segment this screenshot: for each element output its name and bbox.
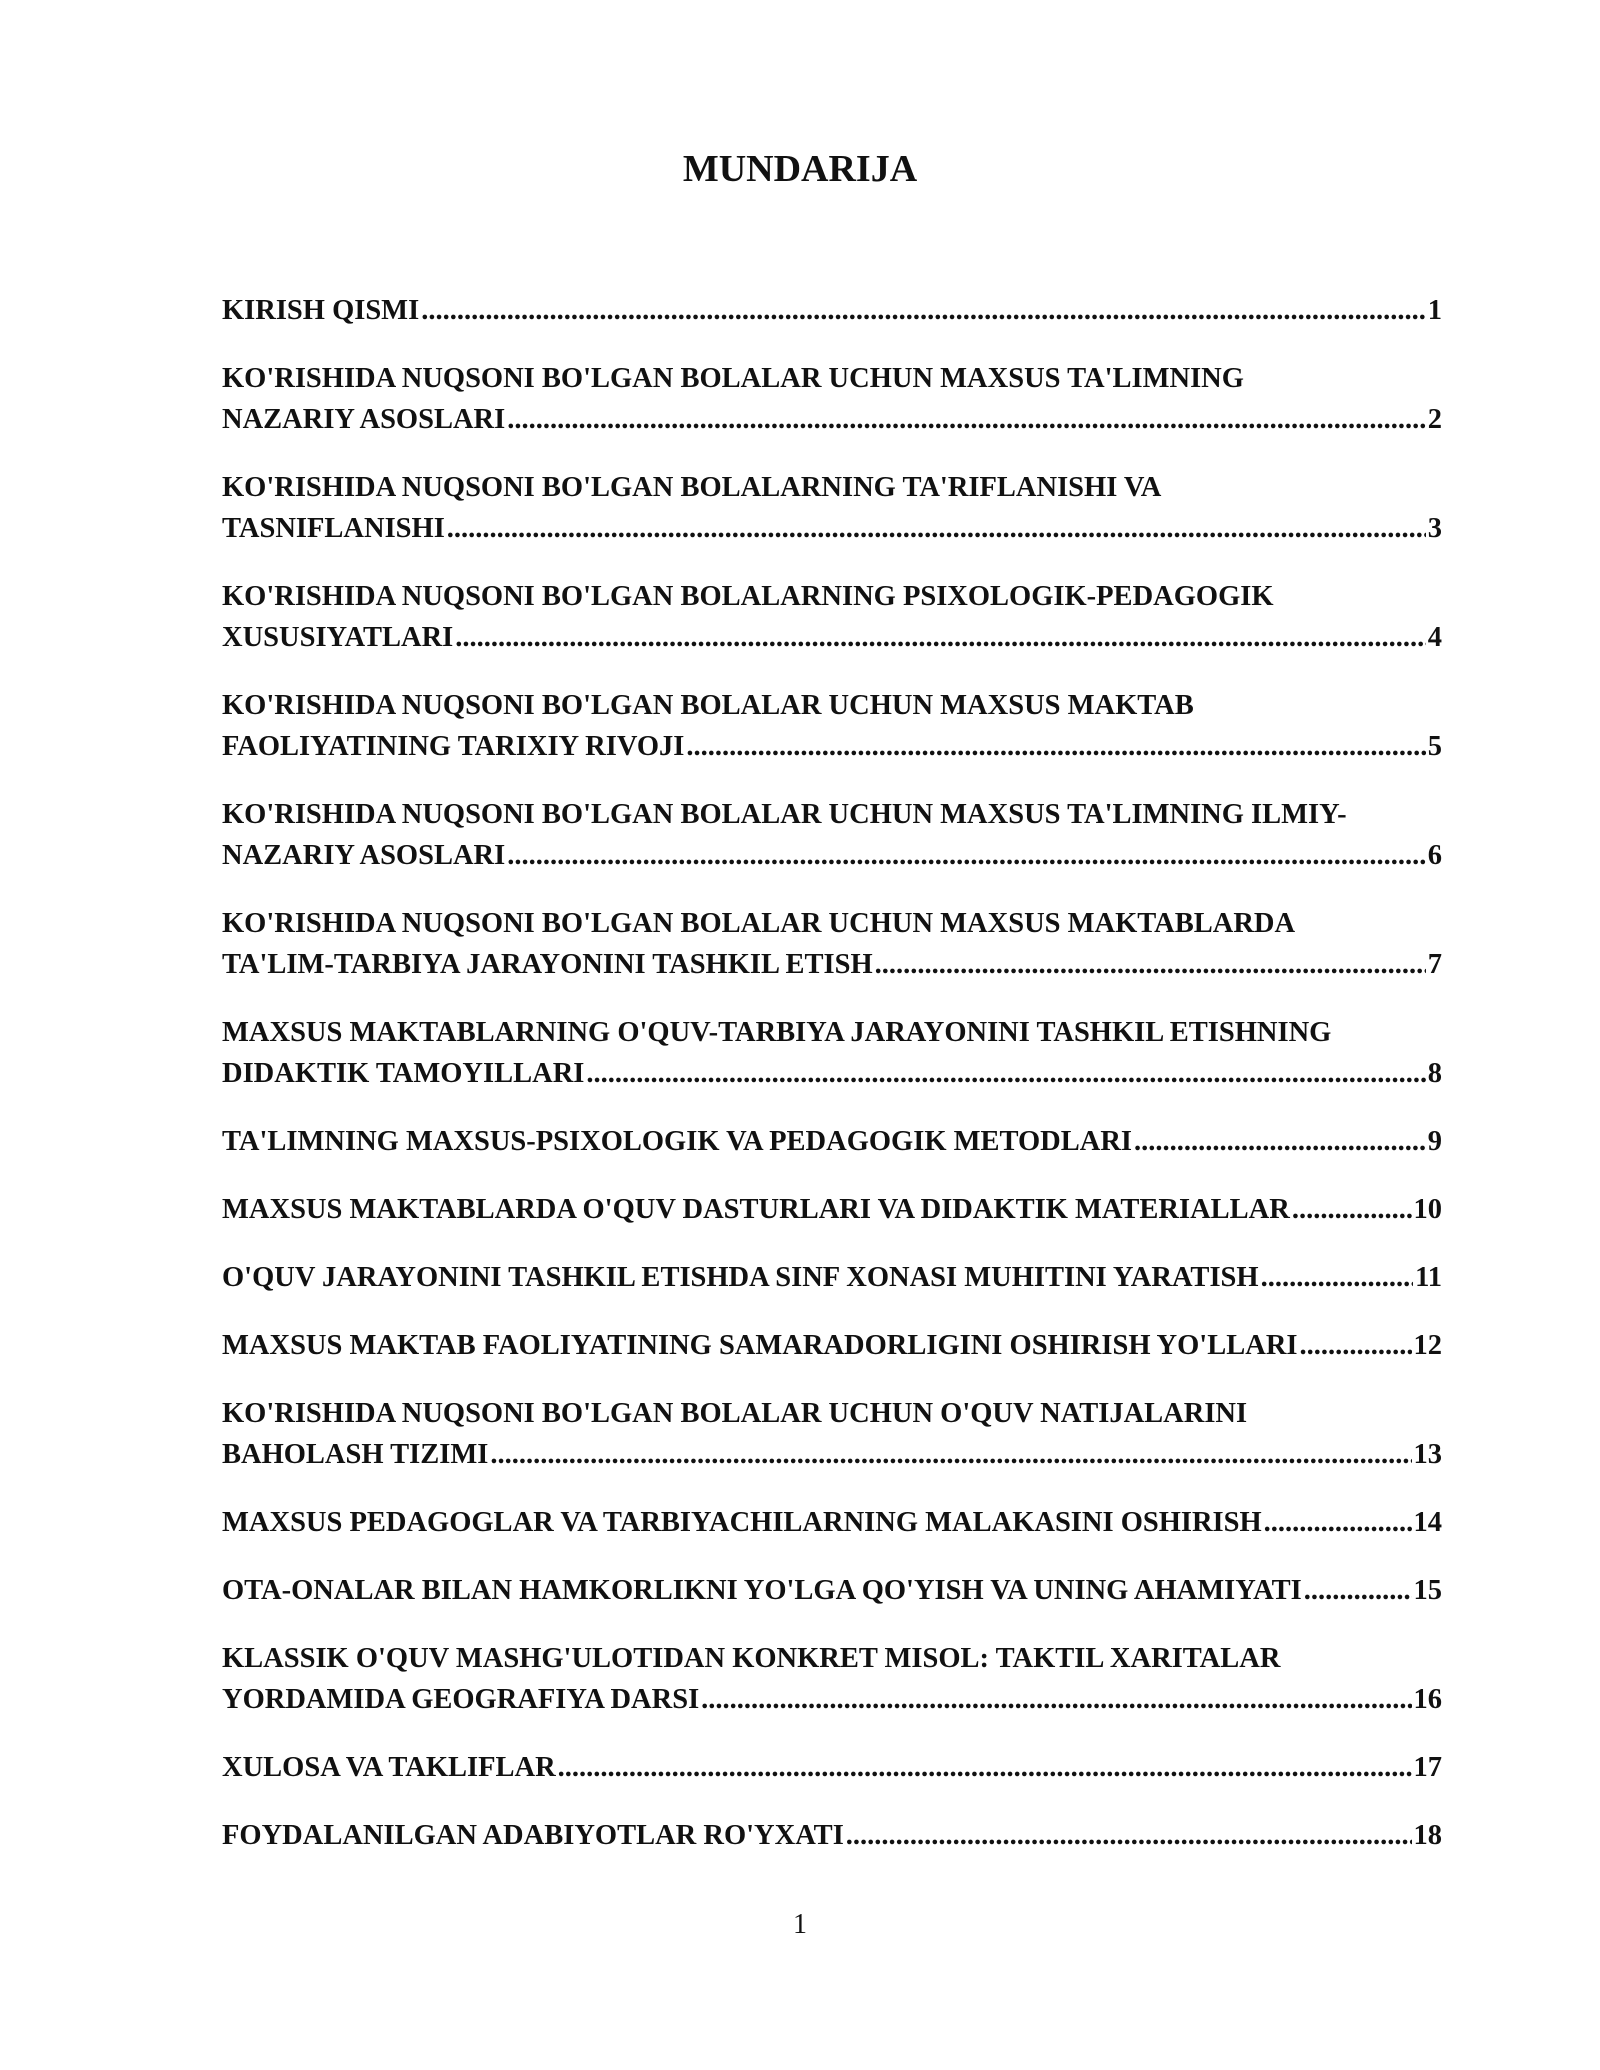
toc-entry-title-line: KO'RISHIDA NUQSONI BO'LGAN BOLALAR UCHUN O'QUV NATIJALARINI: [222, 1398, 1248, 1429]
toc-entry[interactable]: [222, 467, 1442, 549]
toc-entry-page: 13: [1413, 1439, 1442, 1470]
toc-entry-page: 4: [1427, 622, 1442, 653]
toc-entry-page: 5: [1427, 731, 1442, 762]
toc-entry[interactable]: [222, 1121, 1442, 1162]
toc-leader-dots: [1264, 1502, 1412, 1543]
toc-entry-title-line: KO'RISHIDA NUQSONI BO'LGAN BOLALAR UCHUN MAXSUS MAKTABLARDA: [222, 908, 1296, 939]
toc-entry-title-line: KO'RISHIDA NUQSONI BO'LGAN BOLALAR UCHUN MAXSUS TA'LIMNING: [222, 363, 1244, 394]
toc-entry-line: [222, 290, 1442, 331]
toc-entry-title: BAHOLASH TIZIMI: [222, 1439, 489, 1470]
toc-entry-line: [222, 1815, 1442, 1856]
toc-leader-dots: [586, 1053, 1425, 1094]
toc-entry-title: NAZARIY ASOSLARI: [222, 404, 506, 435]
toc-entry-page: 3: [1427, 513, 1442, 544]
toc-entry[interactable]: [222, 1570, 1442, 1611]
toc-entry-line: [222, 726, 1442, 767]
toc-entry-page: 14: [1413, 1507, 1442, 1538]
toc-entry[interactable]: [222, 794, 1442, 876]
toc-entry[interactable]: [222, 1638, 1442, 1720]
toc-entry-page: 17: [1413, 1752, 1442, 1783]
toc-leader-dots: [421, 290, 1426, 331]
toc-entry-title: KIRISH QISMI: [222, 295, 420, 326]
toc-leader-dots: [447, 508, 1426, 549]
toc-entry-title: TASNIFLANISHI: [222, 513, 445, 544]
page-title: MUNDARIJA: [682, 148, 918, 190]
toc-entry-line: [222, 508, 1442, 549]
toc-entry-title: OTA-ONALAR BILAN HAMKORLIKNI YO'LGA QO'YISH VA UNING AHAMIYATI: [222, 1575, 1302, 1606]
toc-leader-dots: [1304, 1570, 1412, 1611]
toc-entry-page: 8: [1427, 1058, 1442, 1089]
toc-entry-title: XUSUSIYATLARI: [222, 622, 454, 653]
toc-entry-line: [222, 617, 1442, 658]
page-number: 1: [793, 1909, 807, 1940]
toc-leader-dots: [507, 399, 1426, 440]
toc-entry[interactable]: [222, 1325, 1442, 1366]
toc-entry[interactable]: [222, 576, 1442, 658]
toc-entry[interactable]: [222, 685, 1442, 767]
toc-entry-line: [222, 1121, 1442, 1162]
toc-leader-dots: [875, 944, 1426, 985]
toc-entry[interactable]: [222, 1189, 1442, 1230]
toc-entry-page: 10: [1413, 1194, 1442, 1225]
toc-entry-title-line: KO'RISHIDA NUQSONI BO'LGAN BOLALARNING TA'RIFLANISHI VA: [222, 472, 1162, 503]
toc-entry-line: [222, 1053, 1442, 1094]
toc-entry-title: FAOLIYATINING TARIXIY RIVOJI: [222, 731, 685, 762]
toc-entry-line: [222, 1189, 1442, 1230]
toc-entry-page: 7: [1427, 949, 1442, 980]
toc-entry-title-line: KO'RISHIDA NUQSONI BO'LGAN BOLALARNING PSIXOLOGIK-PEDAGOGIK: [222, 581, 1274, 612]
toc-entry[interactable]: [222, 1257, 1442, 1298]
toc-entry-line: [222, 1570, 1442, 1611]
toc-entry-title: TA'LIM-TARBIYA JARAYONINI TASHKIL ETISH: [222, 949, 873, 980]
toc-leader-dots: [490, 1434, 1411, 1475]
toc-leader-dots: [558, 1747, 1412, 1788]
toc-entry-title-line: KLASSIK O'QUV MASHG'ULOTIDAN KONKRET MISOL: TAKTIL XARITALAR: [222, 1643, 1281, 1674]
toc-entry-title: NAZARIY ASOSLARI: [222, 840, 506, 871]
toc-entry-page: 15: [1413, 1575, 1442, 1606]
toc-entry-page: 9: [1427, 1126, 1442, 1157]
toc-leader-dots: [455, 617, 1426, 658]
toc-entry-page: 11: [1415, 1262, 1442, 1293]
toc-entry-line: [222, 1325, 1442, 1366]
toc-entry-page: 1: [1427, 295, 1442, 326]
toc-entry[interactable]: [222, 290, 1442, 331]
toc-entry-title-line: KO'RISHIDA NUQSONI BO'LGAN BOLALAR UCHUN MAXSUS MAKTAB: [222, 690, 1194, 721]
toc-entry-title: MAXSUS MAKTABLARDA O'QUV DASTURLARI VA DIDAKTIK MATERIALLAR: [222, 1194, 1290, 1225]
toc-entry[interactable]: [222, 358, 1442, 440]
toc-entry-title: MAXSUS MAKTAB FAOLIYATINING SAMARADORLIGINI OSHIRISH YO'LLARI: [222, 1330, 1298, 1361]
toc-entry-page: 16: [1413, 1684, 1442, 1715]
toc-leader-dots: [846, 1815, 1412, 1856]
toc-entry-line: [222, 1679, 1442, 1720]
toc-entry-page: 18: [1413, 1820, 1442, 1851]
toc-leader-dots: [1134, 1121, 1426, 1162]
toc-leader-dots: [1261, 1257, 1414, 1298]
toc-entry-page: 6: [1427, 840, 1442, 871]
toc-entry-page: 2: [1427, 404, 1442, 435]
toc-entry-page: 12: [1413, 1330, 1442, 1361]
toc-entry-title: FOYDALANILGAN ADABIYOTLAR RO'YXATI: [222, 1820, 844, 1851]
toc-entry[interactable]: [222, 1012, 1442, 1094]
toc-entry-title: TA'LIMNING MAXSUS-PSIXOLOGIK VA PEDAGOGIK METODLARI: [222, 1126, 1133, 1157]
toc-entry[interactable]: [222, 1747, 1442, 1788]
toc-leader-dots: [1292, 1189, 1412, 1230]
toc-leader-dots: [701, 1679, 1411, 1720]
toc-entry-title: XULOSA VA TAKLIFLAR: [222, 1752, 556, 1783]
toc-entry-title-line: KO'RISHIDA NUQSONI BO'LGAN BOLALAR UCHUN MAXSUS TA'LIMNING ILMIY-: [222, 799, 1347, 830]
toc-leader-dots: [1300, 1325, 1412, 1366]
toc-entry[interactable]: [222, 1815, 1442, 1856]
toc-entry-title: MAXSUS PEDAGOGLAR VA TARBIYACHILARNING MALAKASINI OSHIRISH: [222, 1507, 1262, 1538]
toc-entry-line: [222, 944, 1442, 985]
toc-entry-line: [222, 399, 1442, 440]
toc-entry-title: DIDAKTIK TAMOYILLARI: [222, 1058, 585, 1089]
toc-entry-line: [222, 1747, 1442, 1788]
toc-entry-title-line: MAXSUS MAKTABLARNING O'QUV-TARBIYA JARAYONINI TASHKIL ETISHNING: [222, 1017, 1332, 1048]
table-of-contents: [222, 290, 1462, 1883]
toc-entry-line: [222, 1257, 1442, 1298]
toc-entry-title: YORDAMIDA GEOGRAFIYA DARSI: [222, 1684, 700, 1715]
toc-entry[interactable]: [222, 1393, 1442, 1475]
toc-entry[interactable]: [222, 903, 1442, 985]
toc-leader-dots: [686, 726, 1425, 767]
toc-entry-title: O'QUV JARAYONINI TASHKIL ETISHDA SINF XONASI MUHITINI YARATISH: [222, 1262, 1259, 1293]
toc-entry-line: [222, 1502, 1442, 1543]
toc-entry-line: [222, 1434, 1442, 1475]
toc-leader-dots: [507, 835, 1426, 876]
toc-entry[interactable]: [222, 1502, 1442, 1543]
toc-entry-line: [222, 835, 1442, 876]
